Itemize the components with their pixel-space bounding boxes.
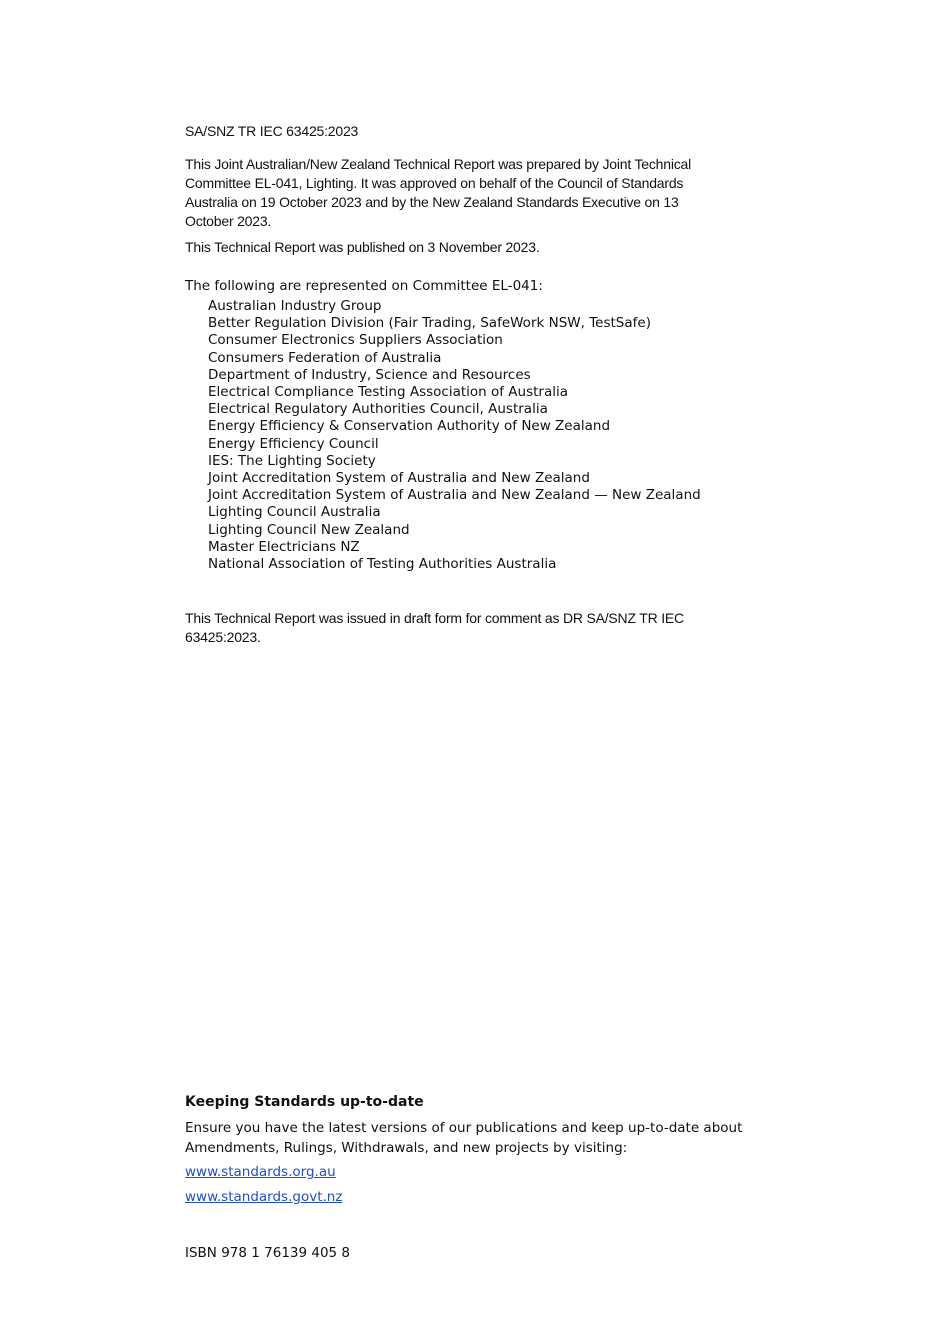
committee-member: Consumers Federation of Australia — [208, 349, 442, 366]
keeping-up-to-date-heading: Keeping Standards up-to-date — [185, 1094, 424, 1110]
committee-member: National Association of Testing Authorities Australia — [208, 556, 557, 573]
committee-member: IES: The Lighting Society — [208, 452, 376, 469]
committee-member: Joint Accreditation System of Australia and New Zealand — New Zealand — [208, 487, 701, 504]
standards-new-zealand-link[interactable]: www.standards.govt.nz — [185, 1189, 343, 1205]
link-standards-australia-container — [185, 1164, 336, 1181]
committee-intro: The following are represented on Committee EL-041: — [185, 278, 543, 294]
committee-member: Electrical Regulatory Authorities Council, Australia — [208, 401, 548, 418]
isbn: ISBN 978 1 76139 405 8 — [185, 1245, 351, 1261]
committee-member: Better Regulation Division (Fair Trading, SafeWork NSW, TestSafe) — [208, 315, 651, 332]
committee-member: Australian Industry Group — [208, 298, 382, 314]
committee-member: Joint Accreditation System of Australia and New Zealand — [208, 470, 590, 487]
committee-member: Consumer Electronics Suppliers Association — [208, 332, 503, 349]
publication-date-paragraph: This Technical Report was published on 3 November 2023. — [185, 239, 540, 255]
approval-paragraph: This Joint Australian/New Zealand Technical Report was prepared by Joint Technical Committee EL-041, Lighting. It was approved on behalf of the Council of Standards Australia on 19 October 2023 and by the New Zealand Standards Executive on 13 October 2023. — [185, 156, 692, 229]
committee-member: Energy Efficiency & Conservation Authority of New Zealand — [208, 418, 611, 435]
link-standards-nz-container — [185, 1189, 342, 1206]
committee-member: Department of Industry, Science and Resources — [208, 366, 531, 383]
committee-member: Master Electricians NZ — [208, 538, 360, 555]
committee-member-list — [208, 298, 701, 573]
committee-member: Lighting Council Australia — [208, 504, 381, 521]
keeping-up-to-date-text: Ensure you have the latest versions of our publications and keep up-to-date about Amendments, Rulings, Withdrawals, and new projects by visiting: — [185, 1120, 743, 1156]
draft-note-paragraph: This Technical Report was issued in draft form for comment as DR SA/SNZ TR IEC 63425:2023. — [185, 610, 684, 645]
document-designation: SA/SNZ TR IEC 63425:2023 — [185, 123, 359, 139]
committee-member: Electrical Compliance Testing Association of Australia — [208, 384, 569, 401]
committee-member: Energy Efficiency Council — [208, 435, 379, 452]
committee-member: Lighting Council New Zealand — [208, 521, 410, 538]
standards-australia-link[interactable]: www.standards.org.au — [185, 1164, 336, 1180]
